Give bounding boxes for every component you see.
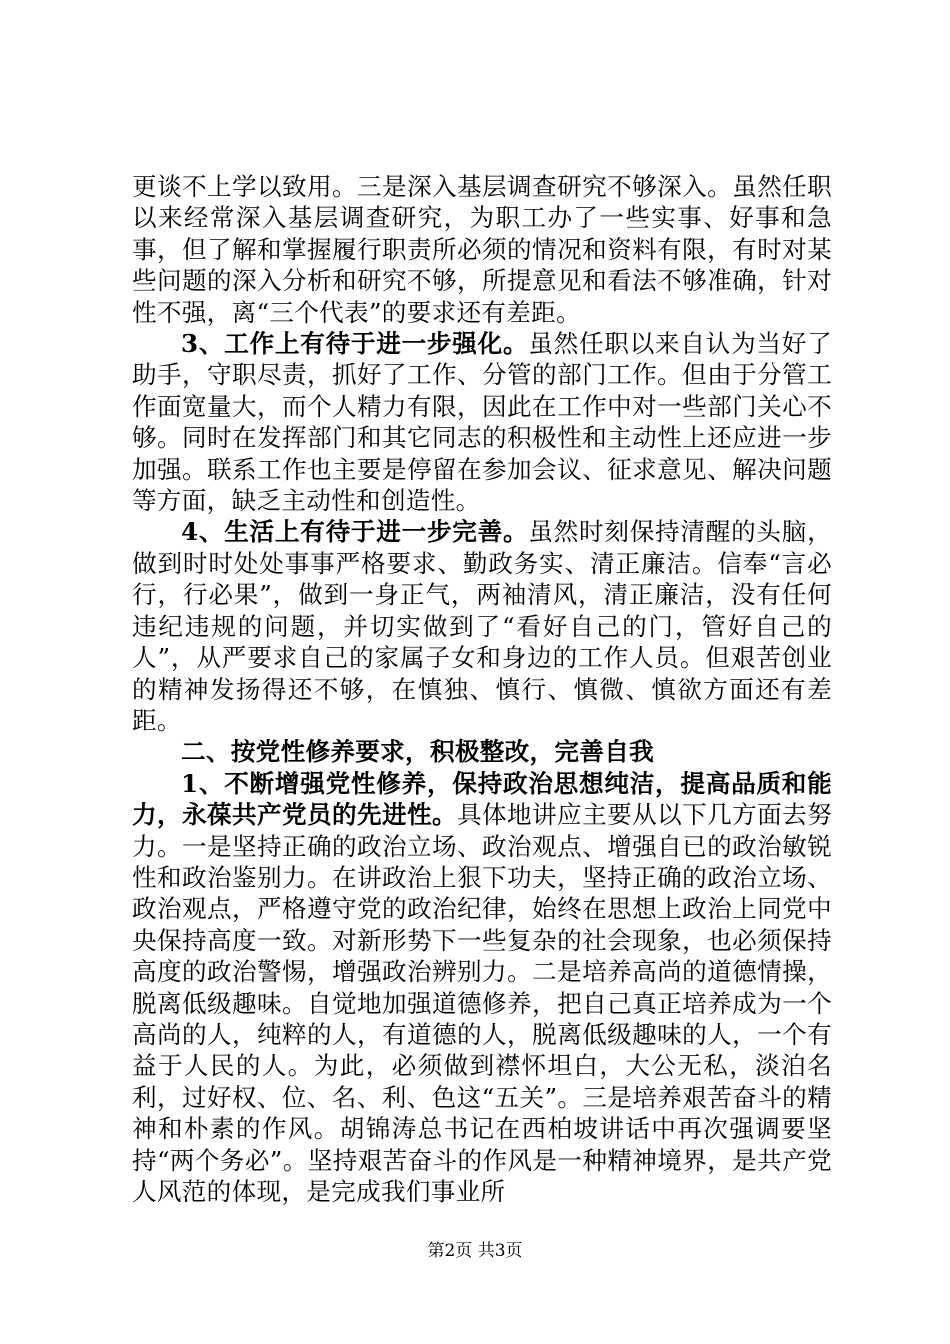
paragraph-text: 虽然时刻保持清醒的头脑，做到时时处处事事严格要求、勤政务实、清正廉洁。信奉“言必行，行必果”，做到一身正气，两袖清风，清正廉洁，没有任何违纪违规的问题，并切实做到了“看好自己的门，管好自己的人”，从严要求自己的家属子女和身边的工作人员。但艰苦创业的精神发扬得还不够，在慎独、慎行、慎微、慎欲方面还有差距。 — [132, 517, 832, 735]
paragraph-heading: 4、生活上有待于进一步完善。 — [181, 517, 529, 547]
page-number: 第2页 共3页 — [427, 1241, 523, 1261]
paragraph-heading: 3、工作上有待于进一步强化。 — [181, 329, 529, 359]
document-body — [132, 171, 832, 1207]
paragraph-heading: 1、不断增强党性修养，保持政治思想纯洁，提高品质和能力，永葆共产党员的先进性。 — [132, 768, 832, 830]
paragraph-text: 更谈不上学以致用。三是深入基层调查研究不够深入。虽然任职以来经常深入基层调查研究，为职工办了一些实事、好事和急事，但了解和掌握履行职责所必须的情况和资料有限，有时对某些问题的深入分析和研究不够，所提意见和看法不够准确，针对性不强，离“三个代表”的要求还有差距。 — [132, 172, 832, 327]
paragraph-text: 具体地讲应主要从以下几方面去努力。一是坚持正确的政治立场、政治观点、增强自已的政治敏锐性和政治鉴别力。在讲政治上狠下功夫，坚持正确的政治立场、政治观点，严格遵守党的政治纪律，始终在思想上政治上同党中央保持高度一致。对新形势下一些复杂的社会现象，也必须保持高度的政治警惕，增强政治辨别力。二是培养高尚的道德情操，脱离低级趣味。自觉地加强道德修养，把自己真正培养成为一个高尚的人，纯粹的人，有道德的人，脱离低级趣味的人，一个有益于人民的人。为此，必须做到襟怀坦白，大公无私，淡泊名利，过好权、位、名、利、色这“五关”。三是培养艰苦奋斗的精神和朴素的作风。胡锦涛总书记在西柏坡讲话中再次强调要坚持“两个务必”。坚持艰苦奋斗的作风是一种精神境界，是共产党人风范的体现，是完成我们事业所 — [132, 800, 832, 1206]
paragraph-party-cultivation — [132, 768, 832, 1208]
paragraph-continuation — [132, 171, 832, 328]
paragraph-life-improvement — [132, 516, 832, 736]
page-footer — [0, 1240, 950, 1262]
paragraph-text: 虽然任职以来自认为当好了助手，守职尽责，抓好了工作、分管的部门工作。但由于分管工作面宽量大，而个人精力有限，因此在工作中对一些部门关心不够。同时在发挥部门和其它同志的积极性和主动性上还应进一步加强。联系工作也主要是停留在参加会议、征求意见、解决问题等方面，缺乏主动性和创造性。 — [132, 329, 832, 516]
paragraph-work-improvement — [132, 328, 832, 516]
section-title: 二、按党性修养要求，积极整改，完善自我 — [181, 737, 654, 767]
